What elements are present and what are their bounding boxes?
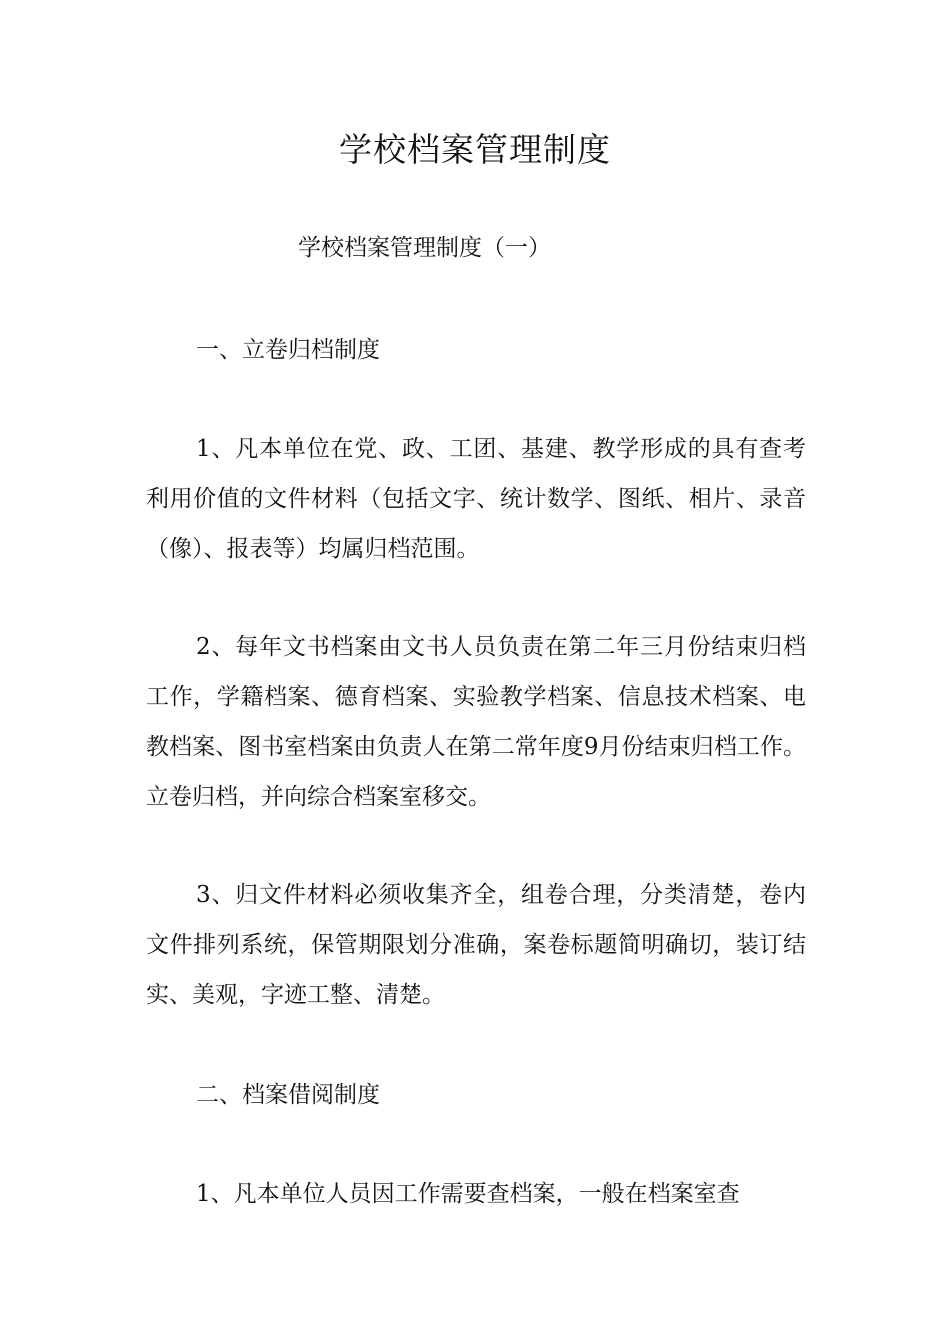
section-heading-filing: 一、立卷归档制度 — [196, 337, 380, 363]
document-subtitle: 学校档案管理制度（一） — [298, 235, 551, 261]
paragraph-filing-requirements: 3、归文件材料必须收集齐全，组卷合理，分类清楚，卷内文件排列系统，保管期限划分准确，案卷标题简明确切，装订结实、美观，字迹工整、清楚。 — [146, 882, 806, 1008]
section-heading-borrowing: 二、档案借阅制度 — [196, 1082, 380, 1108]
document-title: 学校档案管理制度 — [339, 130, 611, 169]
paragraph-filing-deadline: 2、每年文书档案由文书人员负责在第二年三月份结束归档工作，学籍档案、德育档案、实验教学档案、信息技术档案、电教档案、图书室档案由负责人在第二常年度9月份结束归档工作。立卷归档，并向综合档案室移交。 — [146, 634, 806, 810]
paragraph-filing-scope: 1、凡本单位在党、政、工团、基建、教学形成的具有查考利用价值的文件材料（包括文字、统计数学、图纸、相片、录音（像）、报表等）均属归档范围。 — [146, 436, 806, 562]
paragraph-borrowing-rule: 1、凡本单位人员因工作需要查档案，一般在档案室查 — [196, 1181, 740, 1207]
